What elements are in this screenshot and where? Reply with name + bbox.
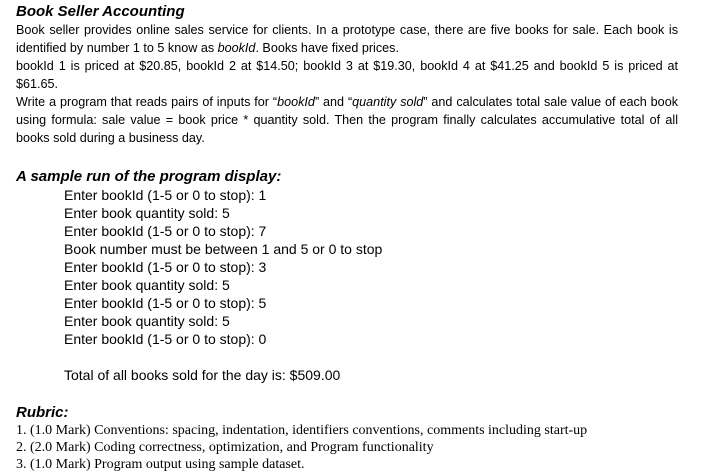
problem-description: [16, 21, 678, 147]
console-line: Enter bookId (1-5 or 0 to stop): 7: [64, 223, 267, 239]
intro-paragraph-1: [16, 21, 678, 57]
intro-text: Write a program that reads pairs of inputs for “: [16, 95, 278, 109]
console-line: Enter book quantity sold: 5: [64, 277, 230, 293]
intro-paragraph-2: bookId 1 is priced at $20.85, bookId 2 at $14.50; bookId 3 at $19.30, bookId 4 at $41.25 and bookId 5 is priced at $61.65.: [16, 59, 678, 91]
intro-text: . Books have fixed prices.: [255, 41, 399, 55]
intro-text: ” and “: [314, 95, 353, 109]
console-line: Book number must be between 1 and 5 or 0 to stop: [64, 241, 383, 257]
rubric-item: 1. (1.0 Mark) Conventions: spacing, indentation, identifiers conventions, comments including start-up: [16, 423, 588, 438]
console-line: Enter bookId (1-5 or 0 to stop): 1: [64, 187, 267, 203]
sample-run-output: [64, 186, 724, 384]
intro-text: ” and calculates total sale value of each book using formula: sale value = book price * quantity sold. Then the program finally calculates accumulative total of all books sold during a business day.: [16, 95, 678, 145]
document-title: Book Seller Accounting: [16, 3, 185, 20]
intro-term-bookid: bookId: [277, 95, 315, 109]
console-line: Enter bookId (1-5 or 0 to stop): 5: [64, 295, 267, 311]
rubric-item: 2. (2.0 Mark) Coding correctness, optimization, and Program functionality: [16, 440, 434, 455]
rubric-list: [16, 422, 724, 473]
intro-paragraph-3: [16, 93, 678, 147]
sample-total-line: Total of all books sold for the day is: $509.00: [64, 367, 341, 383]
intro-text: Book seller provides online sales service for clients. In a prototype case, there are five books for sale. Each book is identified by number 1 to 5 know as: [16, 23, 678, 55]
intro-term-quantity-sold: quantity sold: [352, 95, 424, 109]
intro-term-bookid: bookId: [217, 41, 256, 55]
console-line: Enter book quantity sold: 5: [64, 205, 230, 221]
console-line: Enter bookId (1-5 or 0 to stop): 3: [64, 259, 267, 275]
rubric-item: 3. (1.0 Mark) Program output using sample dataset.: [16, 457, 305, 472]
sample-run-heading: A sample run of the program display:: [16, 168, 282, 185]
console-line: Enter book quantity sold: 5: [64, 313, 230, 329]
rubric-heading: Rubric:: [16, 404, 69, 421]
console-line: Enter bookId (1-5 or 0 to stop): 0: [64, 331, 267, 347]
